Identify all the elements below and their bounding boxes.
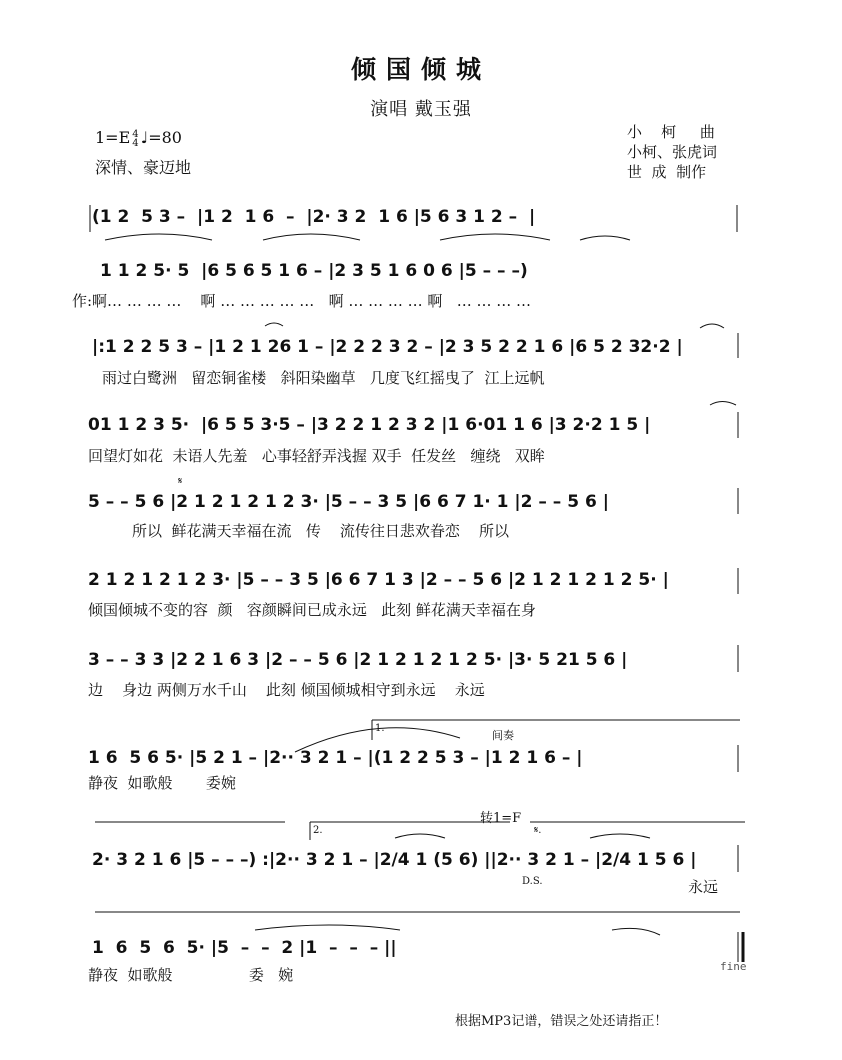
credit-lyricist: 小柯、张虎词 [627,143,718,161]
score-line-8-notes: 1 6 5 6 5· |5 2 1 – |2·· 3 2 1 – |(1 2 2 5 3 – |1 2 1 6 – | [88,748,583,768]
slur [440,234,550,240]
credit-composer: 小 柯 曲 [627,123,715,141]
score-line-2-lyrics: 作:啊… … … … 啊 … … … … … 啊 … … … … 啊 … … … … [72,292,532,310]
score-line-9-notes: 2· 3 2 1 6 |5 – – –) :|2·· 3 2 1 – |2/4 1 (5 6) ||2·· 3 2 1 – |2/4 1 5 6 | [92,850,697,870]
footer-note: 根据MP3记谱，错误之处还请指正！ [455,1014,668,1029]
score-line-2-notes: 1 1 2 5· 5 |6 5 6 5 1 6 – |2 3 5 1 6 0 6 |5 – – –) [100,261,528,281]
score-line-4-notes: 01 1 2 3 5· |6 5 5 3·5 – |3 2 2 1 2 3 2 |1 6·01 1 6 |3 2·2 1 5 | [88,415,651,435]
slur [265,323,283,326]
score-line-6-lyrics: 倾国倾城不变的容 颜 容颜瞬间已成永远 此刻 鲜花满天幸福在身 [88,601,536,619]
score-line-10-notes: 1 6 5 6 5· |5 – – 2 |1 – – – || [92,938,397,958]
segno-sign: 𝄋 [178,476,183,487]
slur [255,925,400,930]
slur [590,834,650,838]
ds-label: D.S. [522,876,543,887]
score-line-7-lyrics: 边 身边 两侧万水千山 此刻 倾国倾城相守到永远 永远 [88,681,485,699]
score-line-10-lyrics: 静夜 如歌般 委 婉 [88,966,294,984]
score-line-3-lyrics: 雨过白鹭洲 留恋铜雀楼 斜阳染幽草 几度飞红摇曳了 江上远帆 [102,369,545,387]
slur [700,324,724,328]
score-line-4-lyrics: 回望灯如花 未语人先羞 心事轻舒弄浅握 双手 任发丝 缠绕 双眸 [88,447,545,465]
score-line-5-lyrics: 所以 鲜花满天幸福在流 传 流传往日悲欢眷恋 所以 [132,522,509,540]
score-line-8-lyrics: 静夜 如歌般 委婉 [88,774,236,792]
song-title: 倾国倾城 [350,55,491,84]
score-line-3-notes: |:1 2 2 5 3 – |1 2 1 26 1 – |2 2 2 3 2 – |2 3 5 2 2 1 6 |6 5 2 32·2 | [92,337,683,357]
time-signature: 4 4 [132,128,139,149]
score-line-5-notes: 5 – – 5 6 |2 1 2 1 2 1 2 3· |5 – – 3 5 |6 6 7 1· 1 |2 – – 5 6 | [88,492,609,512]
mood-label: 深情、豪迈地 [95,158,192,177]
slur [580,236,630,240]
interlude-label: 间奏 [492,729,514,742]
slur [263,234,360,240]
tempo-label: ♩=80 [140,128,182,147]
fine-label: fine [720,960,747,973]
modulation-label: 转1=F [480,811,522,826]
score-line-6-notes: 2 1 2 1 2 1 2 3· |5 – – 3 5 |6 6 7 1 3 |2 – – 5 6 |2 1 2 1 2 1 2 5· | [88,570,669,590]
slur [612,928,660,935]
slur [395,834,445,838]
song-subtitle: 演唱 戴玉强 [370,99,472,120]
key-label: 1=E [95,128,131,147]
score-line-7-notes: 3 – – 3 3 |2 2 1 6 3 |2 – – 5 6 |2 1 2 1 2 1 2 5· |3· 5 21 5 6 | [88,650,628,670]
ending-2-label: 2. [313,825,323,836]
ending-1-label: 1. [375,723,385,734]
score-line-1-notes: (1 2 5 3 – |1 2 1 6 – |2· 3 2 1 6 |5 6 3 1 2 – | [92,207,536,227]
credit-producer: 世 成 制作 [627,163,707,181]
segno-mark: 𝄋. [534,825,542,836]
slur [105,234,212,240]
slur [710,402,736,406]
score-line-9-lyrics: 永远 [688,878,719,896]
